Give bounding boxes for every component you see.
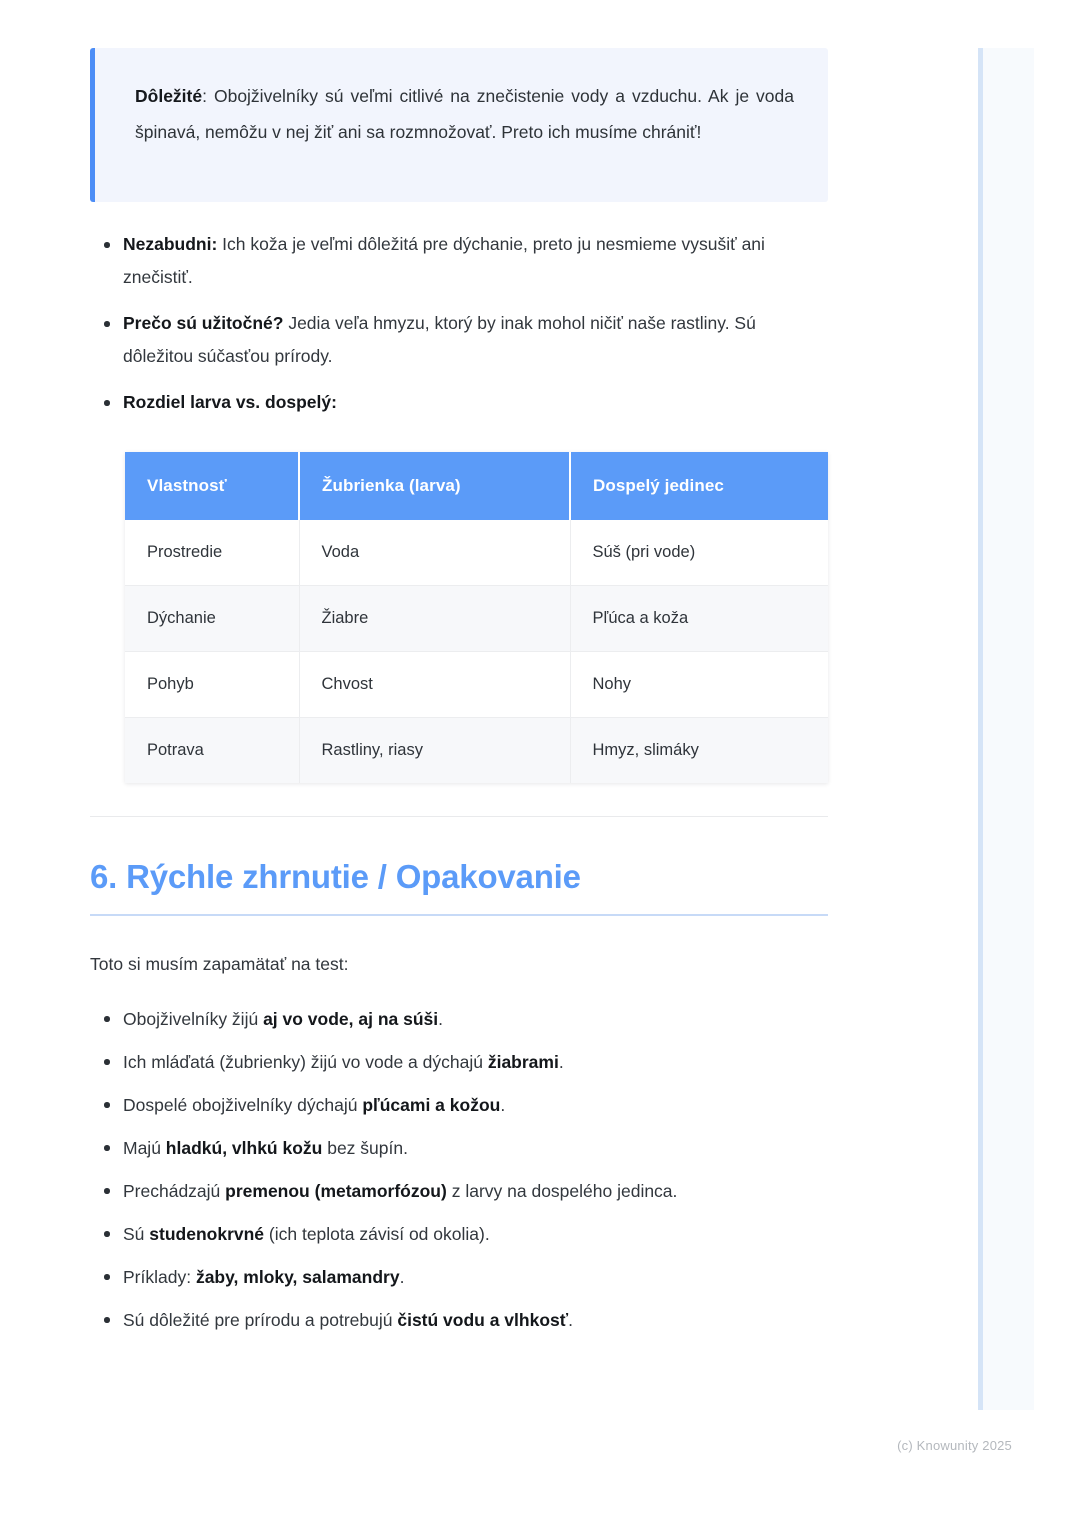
list-item-emphasis: premenou (metamorfózou) [225, 1181, 447, 1201]
table-header-cell: Žubrienka (larva) [299, 452, 570, 520]
table-row [125, 520, 828, 586]
table-cell: Potrava [125, 718, 299, 784]
list-item-post: . [558, 1052, 564, 1072]
table-cell: Rastliny, riasy [299, 718, 570, 784]
table-row [125, 652, 828, 718]
right-side-panel-accent-bar [978, 48, 983, 1410]
important-callout [90, 48, 828, 202]
list-item-pre: Majú [123, 1138, 166, 1158]
table-header-cell: Vlastnosť [125, 452, 299, 520]
list-item-post: . [438, 1009, 444, 1029]
heading-underline [90, 914, 828, 916]
list-item [90, 1176, 828, 1206]
list-item-emphasis: žaby, mloky, salamandry [195, 1267, 400, 1287]
right-side-panel [978, 48, 1034, 1410]
list-item-text: Ich koža je veľmi dôležitá pre dýchanie, preto ju nesmieme vysušiť ani znečistiť. [123, 234, 765, 287]
list-item-pre: Sú [123, 1224, 150, 1244]
table-cell: Prostredie [125, 520, 299, 586]
table-header-cell: Dospelý jedinec [570, 452, 828, 520]
table-cell: Voda [299, 520, 570, 586]
list-item-lead: Rozdiel larva vs. dospelý: [123, 392, 337, 412]
list-item-post: . [399, 1267, 405, 1287]
list-item [90, 228, 828, 294]
copyright-footer: (c) Knowunity 2025 [897, 1438, 1012, 1453]
summary-bullet-list [90, 1004, 828, 1335]
list-item-lead: Nezabudni: [123, 234, 218, 254]
list-item-text: Jedia veľa hmyzu, ktorý by inak mohol ničiť naše rastliny. Sú dôležitou súčasťou prírody. [123, 313, 756, 366]
table-header-row [125, 452, 828, 520]
table-cell: Pľúca a koža [570, 586, 828, 652]
callout-label-suffix: : [202, 86, 214, 106]
list-item-lead: Prečo sú užitočné? [123, 313, 284, 333]
list-item-pre: Prechádzajú [123, 1181, 226, 1201]
list-item-pre: Sú dôležité pre prírodu a potrebujú [123, 1310, 398, 1330]
callout-text: Obojživelníky sú veľmi citlivé na znečistenie vody a vzduchu. Ak je voda špinavá, nemôžu v nej žiť ani sa rozmnožovať. Preto ich musíme chrániť! [135, 86, 794, 142]
list-item [90, 1262, 828, 1292]
list-item [90, 307, 828, 373]
list-item [90, 1047, 828, 1077]
table-cell: Dýchanie [125, 586, 299, 652]
list-item [90, 1090, 828, 1120]
table-cell: Hmyz, slimáky [570, 718, 828, 784]
list-item-emphasis: žiabrami [487, 1052, 559, 1072]
list-item-pre: Obojživelníky žijú [123, 1009, 264, 1029]
list-item [90, 1219, 828, 1249]
table-row [125, 586, 828, 652]
list-item-emphasis: hladkú, vlhkú kožu [165, 1138, 323, 1158]
table-cell: Chvost [299, 652, 570, 718]
table-cell: Súš (pri vode) [570, 520, 828, 586]
list-item [90, 386, 828, 419]
list-item [90, 1305, 828, 1335]
list-item-post: z larvy na dospelého jedinca. [446, 1181, 678, 1201]
callout-label: Dôležité [135, 86, 203, 106]
section-intro-text: Toto si musím zapamätať na test: [90, 954, 349, 974]
list-item-emphasis: čistú vodu a vlhkosť [397, 1310, 569, 1330]
table-cell: Pohyb [125, 652, 299, 718]
list-item-pre: Dospelé obojživelníky dýchajú [123, 1095, 363, 1115]
table-row [125, 718, 828, 784]
list-item [90, 1133, 828, 1163]
list-item-post: . [568, 1310, 574, 1330]
section-divider [90, 816, 828, 817]
larva-adult-comparison-table-wrapper [125, 452, 828, 783]
list-item-post: bez šupín. [322, 1138, 408, 1158]
table-cell: Nohy [570, 652, 828, 718]
table-cell: Žiabre [299, 586, 570, 652]
callout-paragraph [135, 78, 794, 150]
list-item-emphasis: pľúcami a kožou [362, 1095, 501, 1115]
list-item-emphasis: aj vo vode, aj na súši [263, 1009, 439, 1029]
larva-adult-comparison-table [125, 452, 828, 783]
list-item-pre: Príklady: [123, 1267, 196, 1287]
list-item-post: . [500, 1095, 506, 1115]
document-content [90, 0, 828, 1348]
page-title: 6. Rýchle zhrnutie / Opakovanie [90, 858, 581, 895]
list-item-emphasis: studenokrvné [149, 1224, 265, 1244]
list-item-pre: Ich mláďatá (žubrienky) žijú vo vode a dýchajú [123, 1052, 488, 1072]
list-item-post: (ich teplota závisí od okolia). [264, 1224, 490, 1244]
notes-bullet-list [90, 228, 828, 419]
list-item [90, 1004, 828, 1034]
